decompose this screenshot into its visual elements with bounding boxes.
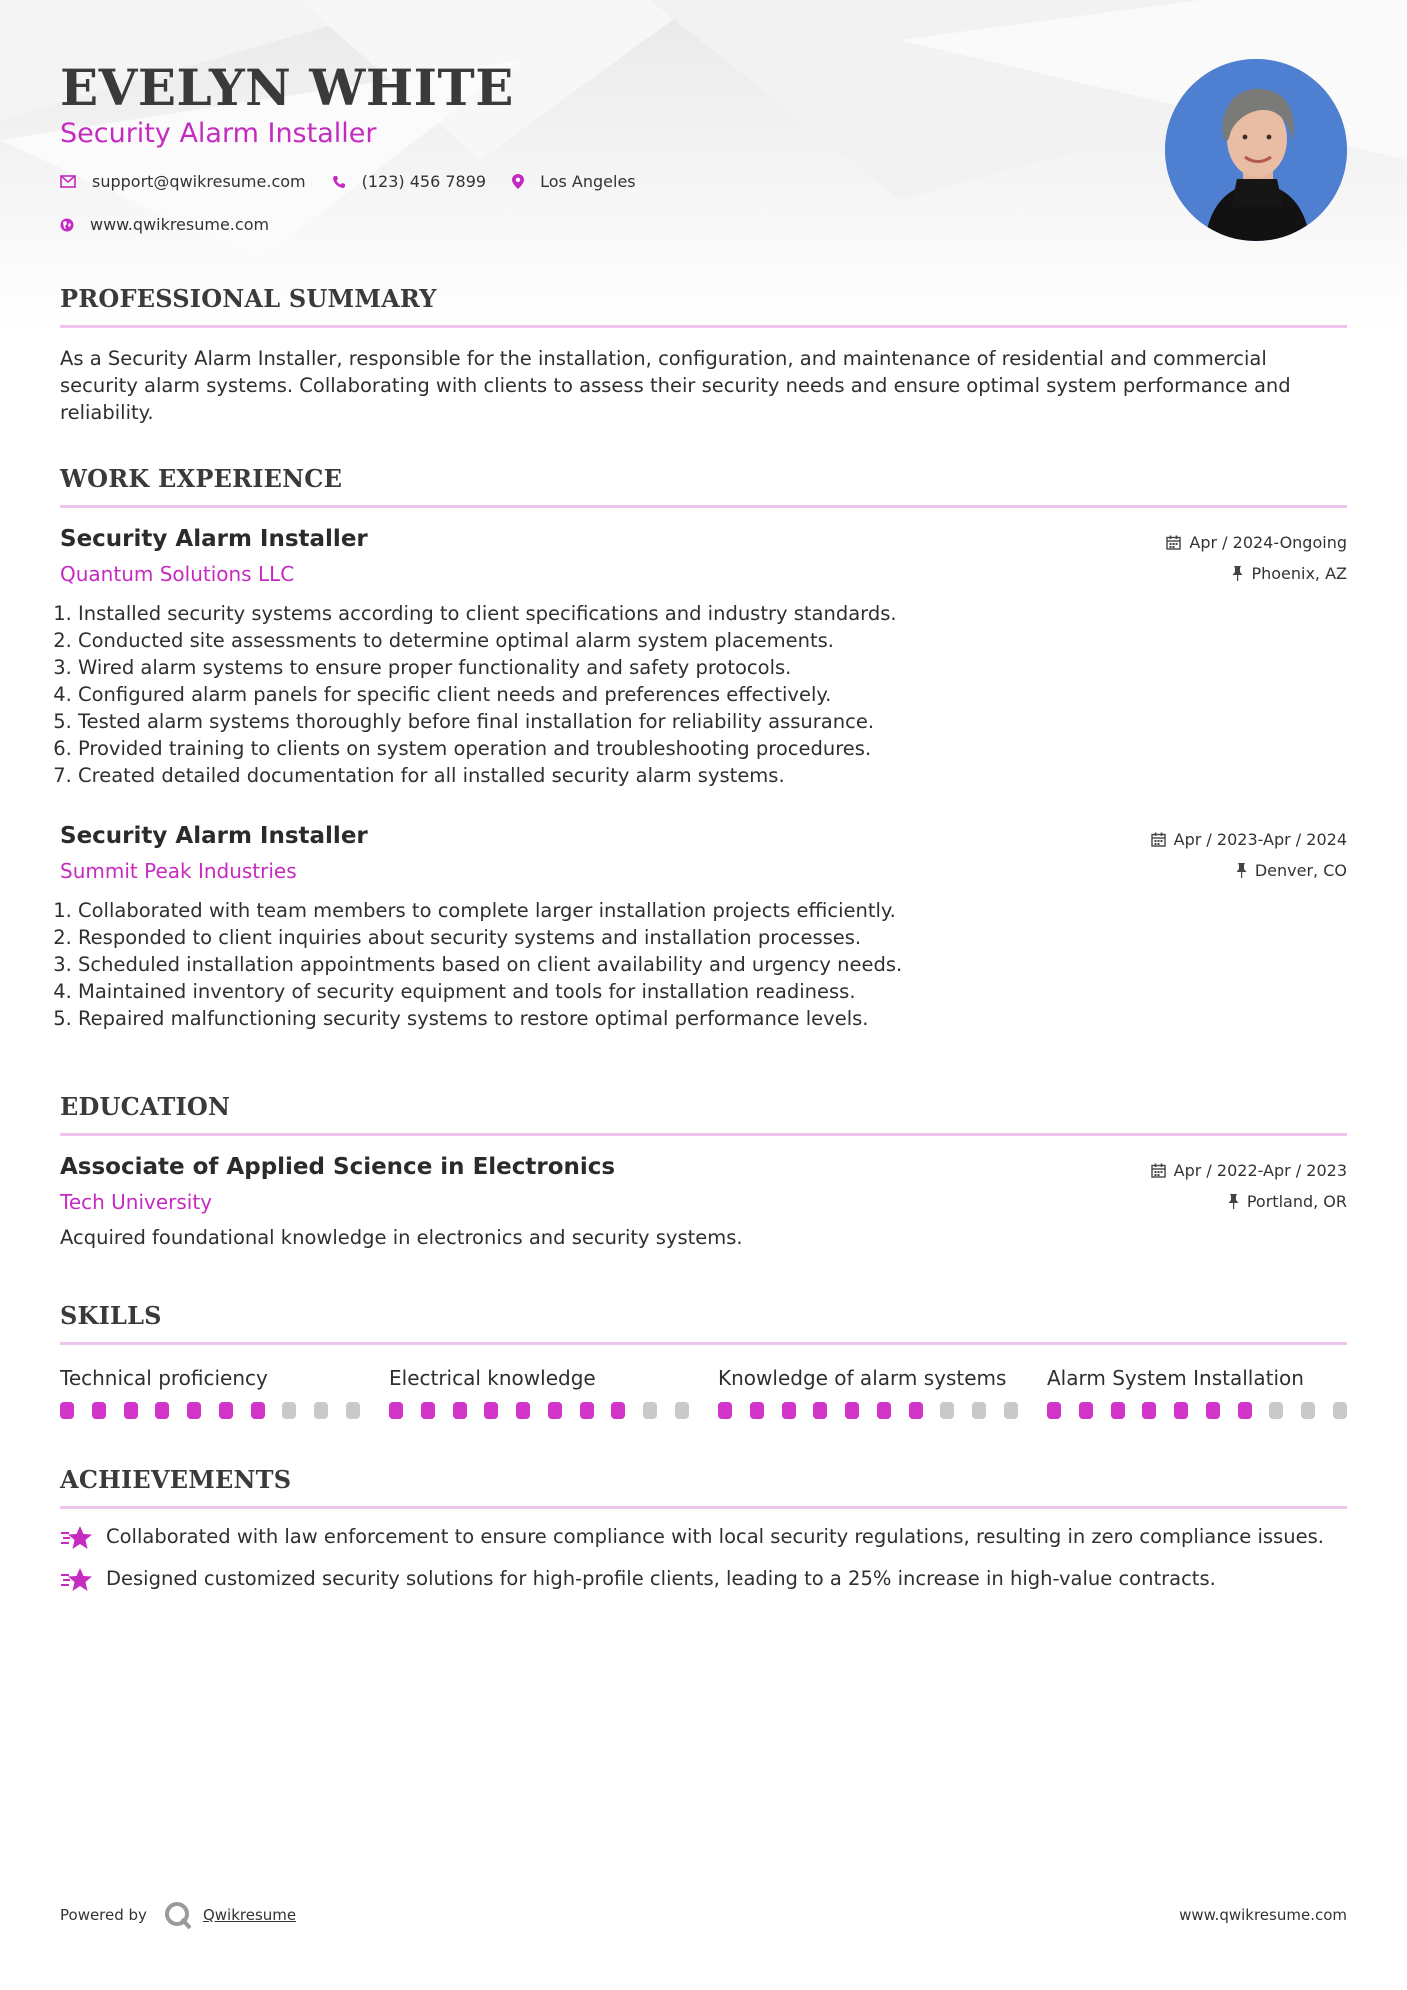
education-dates [1151, 1160, 1347, 1180]
phone-icon [332, 175, 346, 189]
rating-dot-filled [1079, 1402, 1093, 1419]
list-item: 2. Responded to client inquiries about security systems and installation processes. [78, 924, 1347, 951]
skill-rating [60, 1402, 360, 1419]
education-entry [60, 1154, 1347, 1249]
achievement-item [60, 1565, 1347, 1593]
powered-by-label: Powered by [60, 1906, 147, 1924]
website-text: www.qwikresume.com [90, 215, 270, 234]
contact-row [60, 172, 662, 191]
rating-dot-filled [1047, 1402, 1061, 1419]
section-divider [60, 505, 1347, 508]
rating-dot-empty [1333, 1402, 1347, 1419]
job-company: Summit Peak Industries [60, 859, 297, 883]
experience-section [60, 464, 1347, 1032]
resume-header [60, 0, 1347, 270]
rating-dot-filled [611, 1402, 625, 1419]
profile-photo [1165, 59, 1347, 241]
job-dates [1166, 532, 1347, 552]
rating-dot-filled [251, 1402, 265, 1419]
rating-dot-empty [675, 1402, 689, 1419]
rating-dot-empty [972, 1402, 986, 1419]
footer-website[interactable]: www.qwikresume.com [1179, 1906, 1347, 1924]
rating-dot-filled [782, 1402, 796, 1419]
job-title: Security Alarm Installer [60, 823, 368, 849]
achievements-section [60, 1465, 1347, 1593]
location-text: Phoenix, AZ [1251, 563, 1347, 583]
contact-website[interactable] [60, 215, 269, 234]
rating-dot-empty [346, 1402, 360, 1419]
education-description: Acquired foundational knowledge in electronics and security systems. [60, 1226, 743, 1249]
list-item: 2. Conducted site assessments to determine optimal alarm system placements. [78, 627, 1347, 654]
skill-item [718, 1365, 1018, 1419]
rating-dot-filled [813, 1402, 827, 1419]
section-divider [60, 1133, 1347, 1136]
page-footer [60, 1895, 1347, 1935]
contact-row-2 [60, 215, 295, 234]
job-meta [1166, 532, 1347, 583]
skill-rating [1047, 1402, 1347, 1419]
star-icon [60, 1567, 92, 1593]
location-text: Portland, OR [1246, 1191, 1347, 1211]
contact-phone[interactable] [332, 172, 486, 191]
section-divider [60, 1506, 1347, 1509]
globe-icon [60, 218, 74, 232]
list-item: 3. Wired alarm systems to ensure proper functionality and safety protocols. [78, 654, 1347, 681]
rating-dot-empty [1301, 1402, 1315, 1419]
location-text: Denver, CO [1254, 860, 1347, 880]
skill-name: Electrical knowledge [389, 1366, 596, 1390]
skills-section [60, 1301, 1347, 1419]
calendar-icon [1151, 1163, 1166, 1178]
rating-dot-filled [516, 1402, 530, 1419]
rating-dot-filled [1238, 1402, 1252, 1419]
rating-dot-empty [940, 1402, 954, 1419]
map-pin-icon [512, 174, 524, 189]
skill-rating [718, 1402, 1018, 1419]
job-title: Security Alarm Installer [60, 526, 368, 552]
list-item: 5. Tested alarm systems thoroughly before final installation for reliability assurance. [78, 708, 1347, 735]
achievements-title: ACHIEVEMENTS [60, 1465, 292, 1494]
brand-link[interactable]: Qwikresume [202, 1906, 297, 1924]
job-entry [60, 823, 1347, 1032]
avatar [1165, 59, 1347, 241]
job-meta [1151, 829, 1347, 880]
rating-dot-filled [484, 1402, 498, 1419]
rating-dot-filled [60, 1402, 74, 1419]
phone-text: (123) 456 7899 [361, 172, 487, 191]
rating-dot-empty [314, 1402, 328, 1419]
job-location [1166, 563, 1347, 583]
skills-grid [60, 1365, 1347, 1419]
rating-dot-filled [877, 1402, 891, 1419]
candidate-name: EVELYN WHITE [60, 58, 514, 117]
pushpin-icon [1236, 863, 1247, 878]
rating-dot-filled [909, 1402, 923, 1419]
list-item: 1. Collaborated with team members to complete larger installation projects efficiently. [78, 897, 1347, 924]
job-location [1151, 860, 1347, 880]
skill-item [60, 1365, 360, 1419]
duties-list [60, 897, 1347, 1032]
dates-text: Apr / 2024-Ongoing [1189, 532, 1347, 552]
rating-dot-filled [718, 1402, 732, 1419]
dates-text: Apr / 2022-Apr / 2023 [1173, 1160, 1347, 1180]
rating-dot-empty [1269, 1402, 1283, 1419]
skill-name: Technical proficiency [60, 1366, 268, 1390]
job-entry [60, 526, 1347, 789]
contact-location [512, 172, 636, 191]
list-item: 1. Installed security systems according to client specifications and industry standards. [78, 600, 1347, 627]
summary-text: As a Security Alarm Installer, responsible for the installation, configuration, and maintenance of residential and commercial security alarm systems. Collaborating with clients to assess their security needs and ensure optimal system performance and reliability. [60, 347, 1291, 424]
rating-dot-filled [750, 1402, 764, 1419]
dates-text: Apr / 2023-Apr / 2024 [1173, 829, 1347, 849]
rating-dot-filled [1206, 1402, 1220, 1419]
rating-dot-filled [580, 1402, 594, 1419]
experience-title: WORK EXPERIENCE [60, 464, 343, 493]
rating-dot-empty [643, 1402, 657, 1419]
list-item: 5. Repaired malfunctioning security systems to restore optimal performance levels. [78, 1005, 1347, 1032]
rating-dot-filled [124, 1402, 138, 1419]
education-location [1151, 1191, 1347, 1211]
duties-list [60, 600, 1347, 789]
pushpin-icon [1232, 566, 1243, 581]
list-item: 4. Maintained inventory of security equipment and tools for installation readiness. [78, 978, 1347, 1005]
list-item: 3. Scheduled installation appointments based on client availability and urgency needs. [78, 951, 1347, 978]
rating-dot-filled [421, 1402, 435, 1419]
skill-item [389, 1365, 689, 1419]
skill-item [1047, 1365, 1347, 1419]
job-dates [1151, 829, 1347, 849]
education-section [60, 1092, 1347, 1249]
skills-title: SKILLS [60, 1301, 162, 1330]
summary-title: PROFESSIONAL SUMMARY [60, 284, 437, 313]
candidate-role: Security Alarm Installer [60, 118, 377, 149]
rating-dot-filled [389, 1402, 403, 1419]
rating-dot-filled [548, 1402, 562, 1419]
section-divider [60, 1342, 1347, 1345]
degree-title: Associate of Applied Science in Electronics [60, 1154, 616, 1180]
education-meta [1151, 1160, 1347, 1211]
envelope-icon [60, 175, 76, 188]
contact-email[interactable] [60, 172, 306, 191]
rating-dot-filled [1142, 1402, 1156, 1419]
summary-section [60, 284, 1347, 426]
star-icon [60, 1525, 92, 1551]
qwikresume-logo-icon [163, 1900, 193, 1930]
footer-branding [60, 1900, 296, 1930]
list-item: 6. Provided training to clients on system operation and troubleshooting procedures. [78, 735, 1347, 762]
rating-dot-filled [845, 1402, 859, 1419]
school-name: Tech University [60, 1190, 213, 1214]
rating-dot-empty [282, 1402, 296, 1419]
pushpin-icon [1228, 1194, 1239, 1209]
location-text: Los Angeles [540, 172, 636, 191]
rating-dot-empty [1004, 1402, 1018, 1419]
calendar-icon [1151, 832, 1166, 847]
achievement-text: Collaborated with law enforcement to ensure compliance with local security regulations, resulting in zero compliance issues. [106, 1525, 1324, 1548]
rating-dot-filled [219, 1402, 233, 1419]
section-divider [60, 325, 1347, 328]
skill-rating [389, 1402, 689, 1419]
achievement-text: Designed customized security solutions for high-profile clients, leading to a 25% increase in high-value contracts. [106, 1567, 1216, 1590]
list-item: 7. Created detailed documentation for all installed security alarm systems. [78, 762, 1347, 789]
calendar-icon [1166, 535, 1181, 550]
rating-dot-filled [187, 1402, 201, 1419]
rating-dot-filled [92, 1402, 106, 1419]
job-company: Quantum Solutions LLC [60, 562, 295, 586]
email-text: support@qwikresume.com [92, 172, 306, 191]
rating-dot-filled [453, 1402, 467, 1419]
rating-dot-filled [1111, 1402, 1125, 1419]
education-title: EDUCATION [60, 1092, 231, 1121]
rating-dot-filled [1174, 1402, 1188, 1419]
list-item: 4. Configured alarm panels for specific client needs and preferences effectively. [78, 681, 1347, 708]
skill-name: Knowledge of alarm systems [718, 1366, 1007, 1390]
rating-dot-filled [155, 1402, 169, 1419]
achievement-item [60, 1523, 1347, 1551]
skill-name: Alarm System Installation [1047, 1366, 1304, 1390]
